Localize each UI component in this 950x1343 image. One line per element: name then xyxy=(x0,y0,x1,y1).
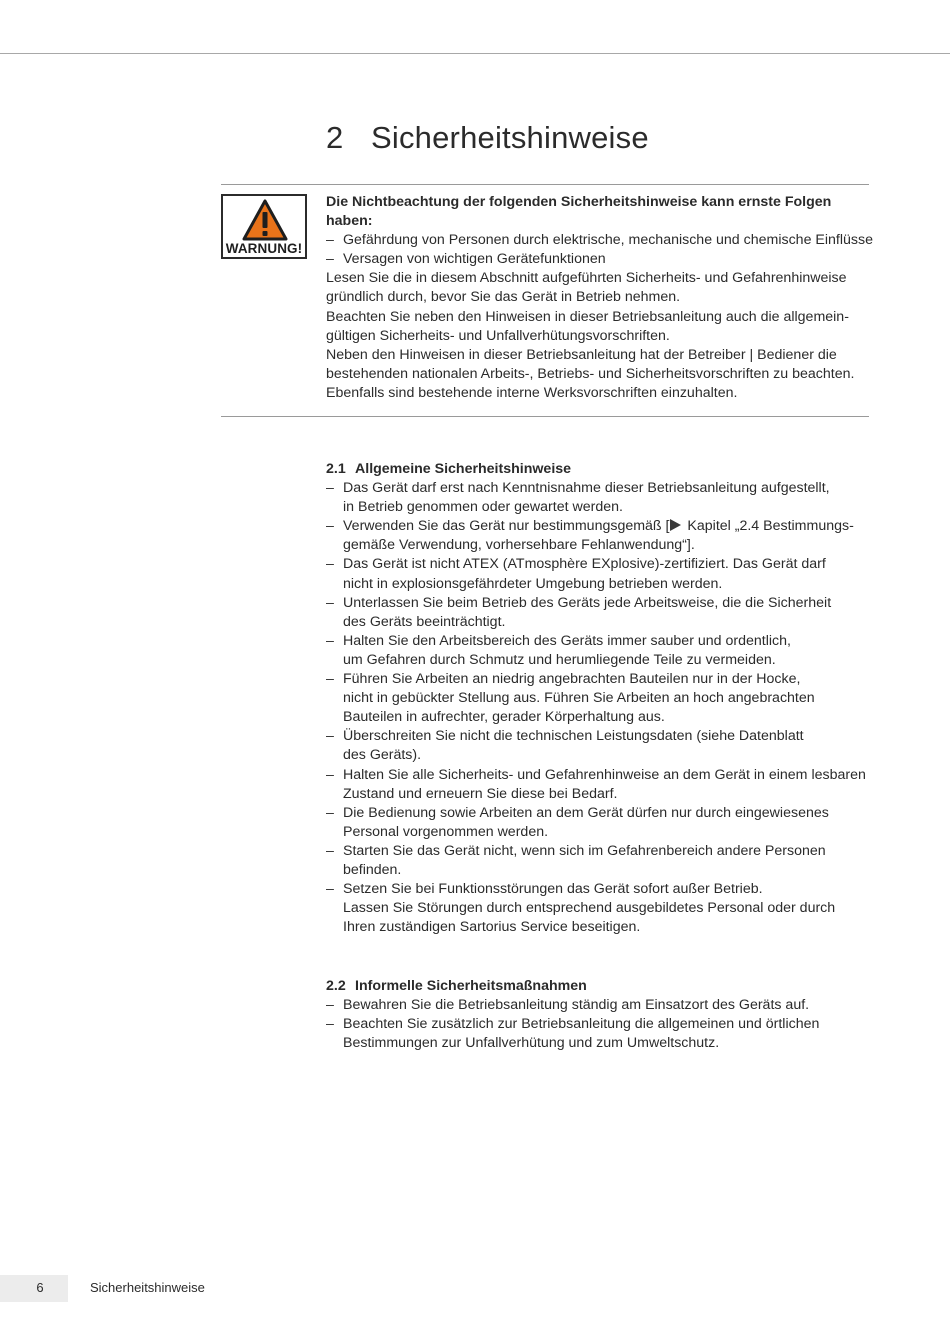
section-title: Informelle Sicherheitsmaßnahmen xyxy=(355,978,587,994)
list-item-line: Das Gerät ist nicht ATEX (ATmosphère EXplosive)-zertifiziert. Das Gerät darf xyxy=(343,556,826,573)
dash-marker: – xyxy=(326,251,334,268)
warning-label: WARNUNG! xyxy=(225,241,303,256)
list-item-line: in Betrieb genommen oder gewartet werden. xyxy=(343,499,623,516)
list-item-line: Die Bedienung sowie Arbeiten an dem Gerät dürfen nur durch eingewiesenes xyxy=(343,804,829,821)
list-item xyxy=(326,804,871,842)
warning-paragraph-line: Lesen Sie die in diesem Abschnitt aufgeführten Sicherheits- und Gefahrenhinweise xyxy=(326,270,847,287)
dash-marker: – xyxy=(326,671,334,688)
dash-marker: – xyxy=(326,594,334,611)
list-item xyxy=(326,842,871,880)
warning-content xyxy=(326,193,871,403)
list-item xyxy=(326,670,871,727)
section-general-safety xyxy=(326,460,871,937)
section-informal-safety xyxy=(326,977,871,1053)
list-item-line: des Geräts). xyxy=(343,747,422,764)
list-item-line: Ihren zuständigen Sartorius Service beseitigen. xyxy=(343,919,641,936)
dash-marker: – xyxy=(326,728,334,745)
warning-paragraph-line: gründlich durch, bevor Sie das Gerät in Betrieb nehmen. xyxy=(326,289,681,306)
play-arrow-icon xyxy=(670,519,681,531)
dash-marker: – xyxy=(326,632,334,649)
warning-bottom-rule xyxy=(221,416,869,417)
list-item-line: Personal vorgenommen werden. xyxy=(343,823,549,840)
warning-headline-line: haben: xyxy=(326,213,373,230)
list-item-line: Lassen Sie Störungen durch entsprechend ausgebildetes Personal oder durch xyxy=(343,900,836,917)
chapter-reference-link[interactable]: Kapitel „2.4 Bestimmungs- xyxy=(683,518,854,535)
dash-marker: – xyxy=(326,997,334,1014)
list-item-text: Versagen von wichtigen Gerätefunktionen xyxy=(343,251,606,268)
list-item xyxy=(326,996,871,1015)
list-item xyxy=(326,632,871,670)
warning-paragraph-line: gültigen Sicherheits- und Unfallverhütungsvorschriften. xyxy=(326,327,670,344)
list-item-line: Bewahren Sie die Betriebsanleitung ständig am Einsatzort des Geräts auf. xyxy=(343,997,810,1014)
list-item-line: Setzen Sie bei Funktionsstörungen das Gerät sofort außer Betrieb. xyxy=(343,881,763,898)
list-item-line: Führen Sie Arbeiten an niedrig angebrachten Bauteilen nur in der Hocke, xyxy=(343,671,801,688)
list-item xyxy=(326,727,871,765)
dash-marker: – xyxy=(326,480,334,497)
list-item-line: Bestimmungen zur Unfallverhütung und zum Umweltschutz. xyxy=(343,1035,720,1052)
list-item-line: um Gefahren durch Schmutz und herumliegende Teile zu vermeiden. xyxy=(343,651,776,668)
list-item-line: Unterlassen Sie beim Betrieb des Geräts jede Arbeitsweise, die die Sicherheit xyxy=(343,594,832,611)
section-number: 2.1 xyxy=(326,461,346,477)
page-number: 6 xyxy=(36,1280,44,1295)
list-item-line: Starten Sie das Gerät nicht, wenn sich im Gefahrenbereich andere Personen xyxy=(343,842,826,859)
list-item-line: befinden. xyxy=(343,861,402,878)
list-item-line: nicht in gebückter Stellung aus. Führen Sie Arbeiten an hoch angebrachten xyxy=(343,690,815,707)
section-number: 2.2 xyxy=(326,978,346,994)
list-item xyxy=(326,517,871,555)
dash-marker: – xyxy=(326,804,334,821)
list-item xyxy=(326,555,871,593)
warning-paragraph-line: bestehenden nationalen Arbeits-, Betriebs- und Sicherheitsvorschriften zu beachten. xyxy=(326,365,855,382)
list-item-line: des Geräts beeinträchtigt. xyxy=(343,613,506,630)
list-item-line: Bauteilen in aufrechter, gerader Körperhaltung aus. xyxy=(343,709,665,726)
dash-marker: – xyxy=(326,766,334,783)
warning-headline-line: Die Nichtbeachtung der folgenden Sicherheitshinweise kann ernste Folgen xyxy=(326,194,832,210)
dash-marker: – xyxy=(326,1016,334,1033)
list-item xyxy=(326,231,871,250)
list-item-text: Verwenden Sie das Gerät nur bestimmungsgemäß [ xyxy=(343,518,670,535)
top-rule xyxy=(0,53,950,54)
list-item-line: Zustand und erneuern Sie diese bei Bedarf. xyxy=(343,785,618,802)
list-item-line: Beachten Sie zusätzlich zur Betriebsanleitung die allgemeinen und örtlichen xyxy=(343,1016,820,1033)
warning-paragraph-line: Ebenfalls sind bestehende interne Werksvorschriften einzuhalten. xyxy=(326,384,738,401)
list-item-line: Halten Sie den Arbeitsbereich des Geräts immer sauber und ordentlich, xyxy=(343,632,791,649)
list-item-line: Halten Sie alle Sicherheits- und Gefahrenhinweise an dem Gerät in einem lesbaren xyxy=(343,766,866,783)
section-heading xyxy=(326,460,871,479)
list-item xyxy=(326,880,871,937)
dash-marker: – xyxy=(326,518,334,535)
list-item-line: Überschreiten Sie nicht die technischen Leistungsdaten (siehe Datenblatt xyxy=(343,728,804,745)
list-item xyxy=(326,1015,871,1053)
warning-triangle-icon xyxy=(242,199,288,241)
dash-marker: – xyxy=(326,232,334,249)
list-item xyxy=(326,250,871,269)
warning-sign xyxy=(221,194,307,259)
section-title: Allgemeine Sicherheitshinweise xyxy=(355,461,572,477)
chapter-title xyxy=(326,120,649,156)
dash-marker: – xyxy=(326,842,334,859)
list-item-line: nicht in explosionsgefährdeter Umgebung betrieben werden. xyxy=(343,575,723,592)
chapter-title-text: Sicherheitshinweise xyxy=(371,120,649,155)
warning-paragraph-line: Neben den Hinweisen in dieser Betriebsanleitung hat der Betreiber | Bediener die xyxy=(326,346,837,363)
warning-top-rule xyxy=(221,184,869,185)
list-item-line: Das Gerät darf erst nach Kenntnisnahme dieser Betriebsanleitung aufgestellt, xyxy=(343,480,830,497)
list-item xyxy=(326,766,871,804)
page-number-box xyxy=(0,1275,68,1302)
list-item-line: gemäße Verwendung, vorhersehbare Fehlanwendung“]. xyxy=(343,537,695,554)
section-heading xyxy=(326,977,871,996)
dash-marker: – xyxy=(326,881,334,898)
footer-chapter-title: Sicherheitshinweise xyxy=(90,1280,205,1295)
list-item xyxy=(326,479,871,517)
list-item-text: Gefährdung von Personen durch elektrische, mechanische und chemische Einflüsse xyxy=(343,232,873,249)
warning-paragraph-line: Beachten Sie neben den Hinweisen in dieser Betriebsanleitung auch die allgemein- xyxy=(326,308,849,325)
dash-marker: – xyxy=(326,556,334,573)
chapter-number: 2 xyxy=(326,120,344,155)
list-item xyxy=(326,594,871,632)
